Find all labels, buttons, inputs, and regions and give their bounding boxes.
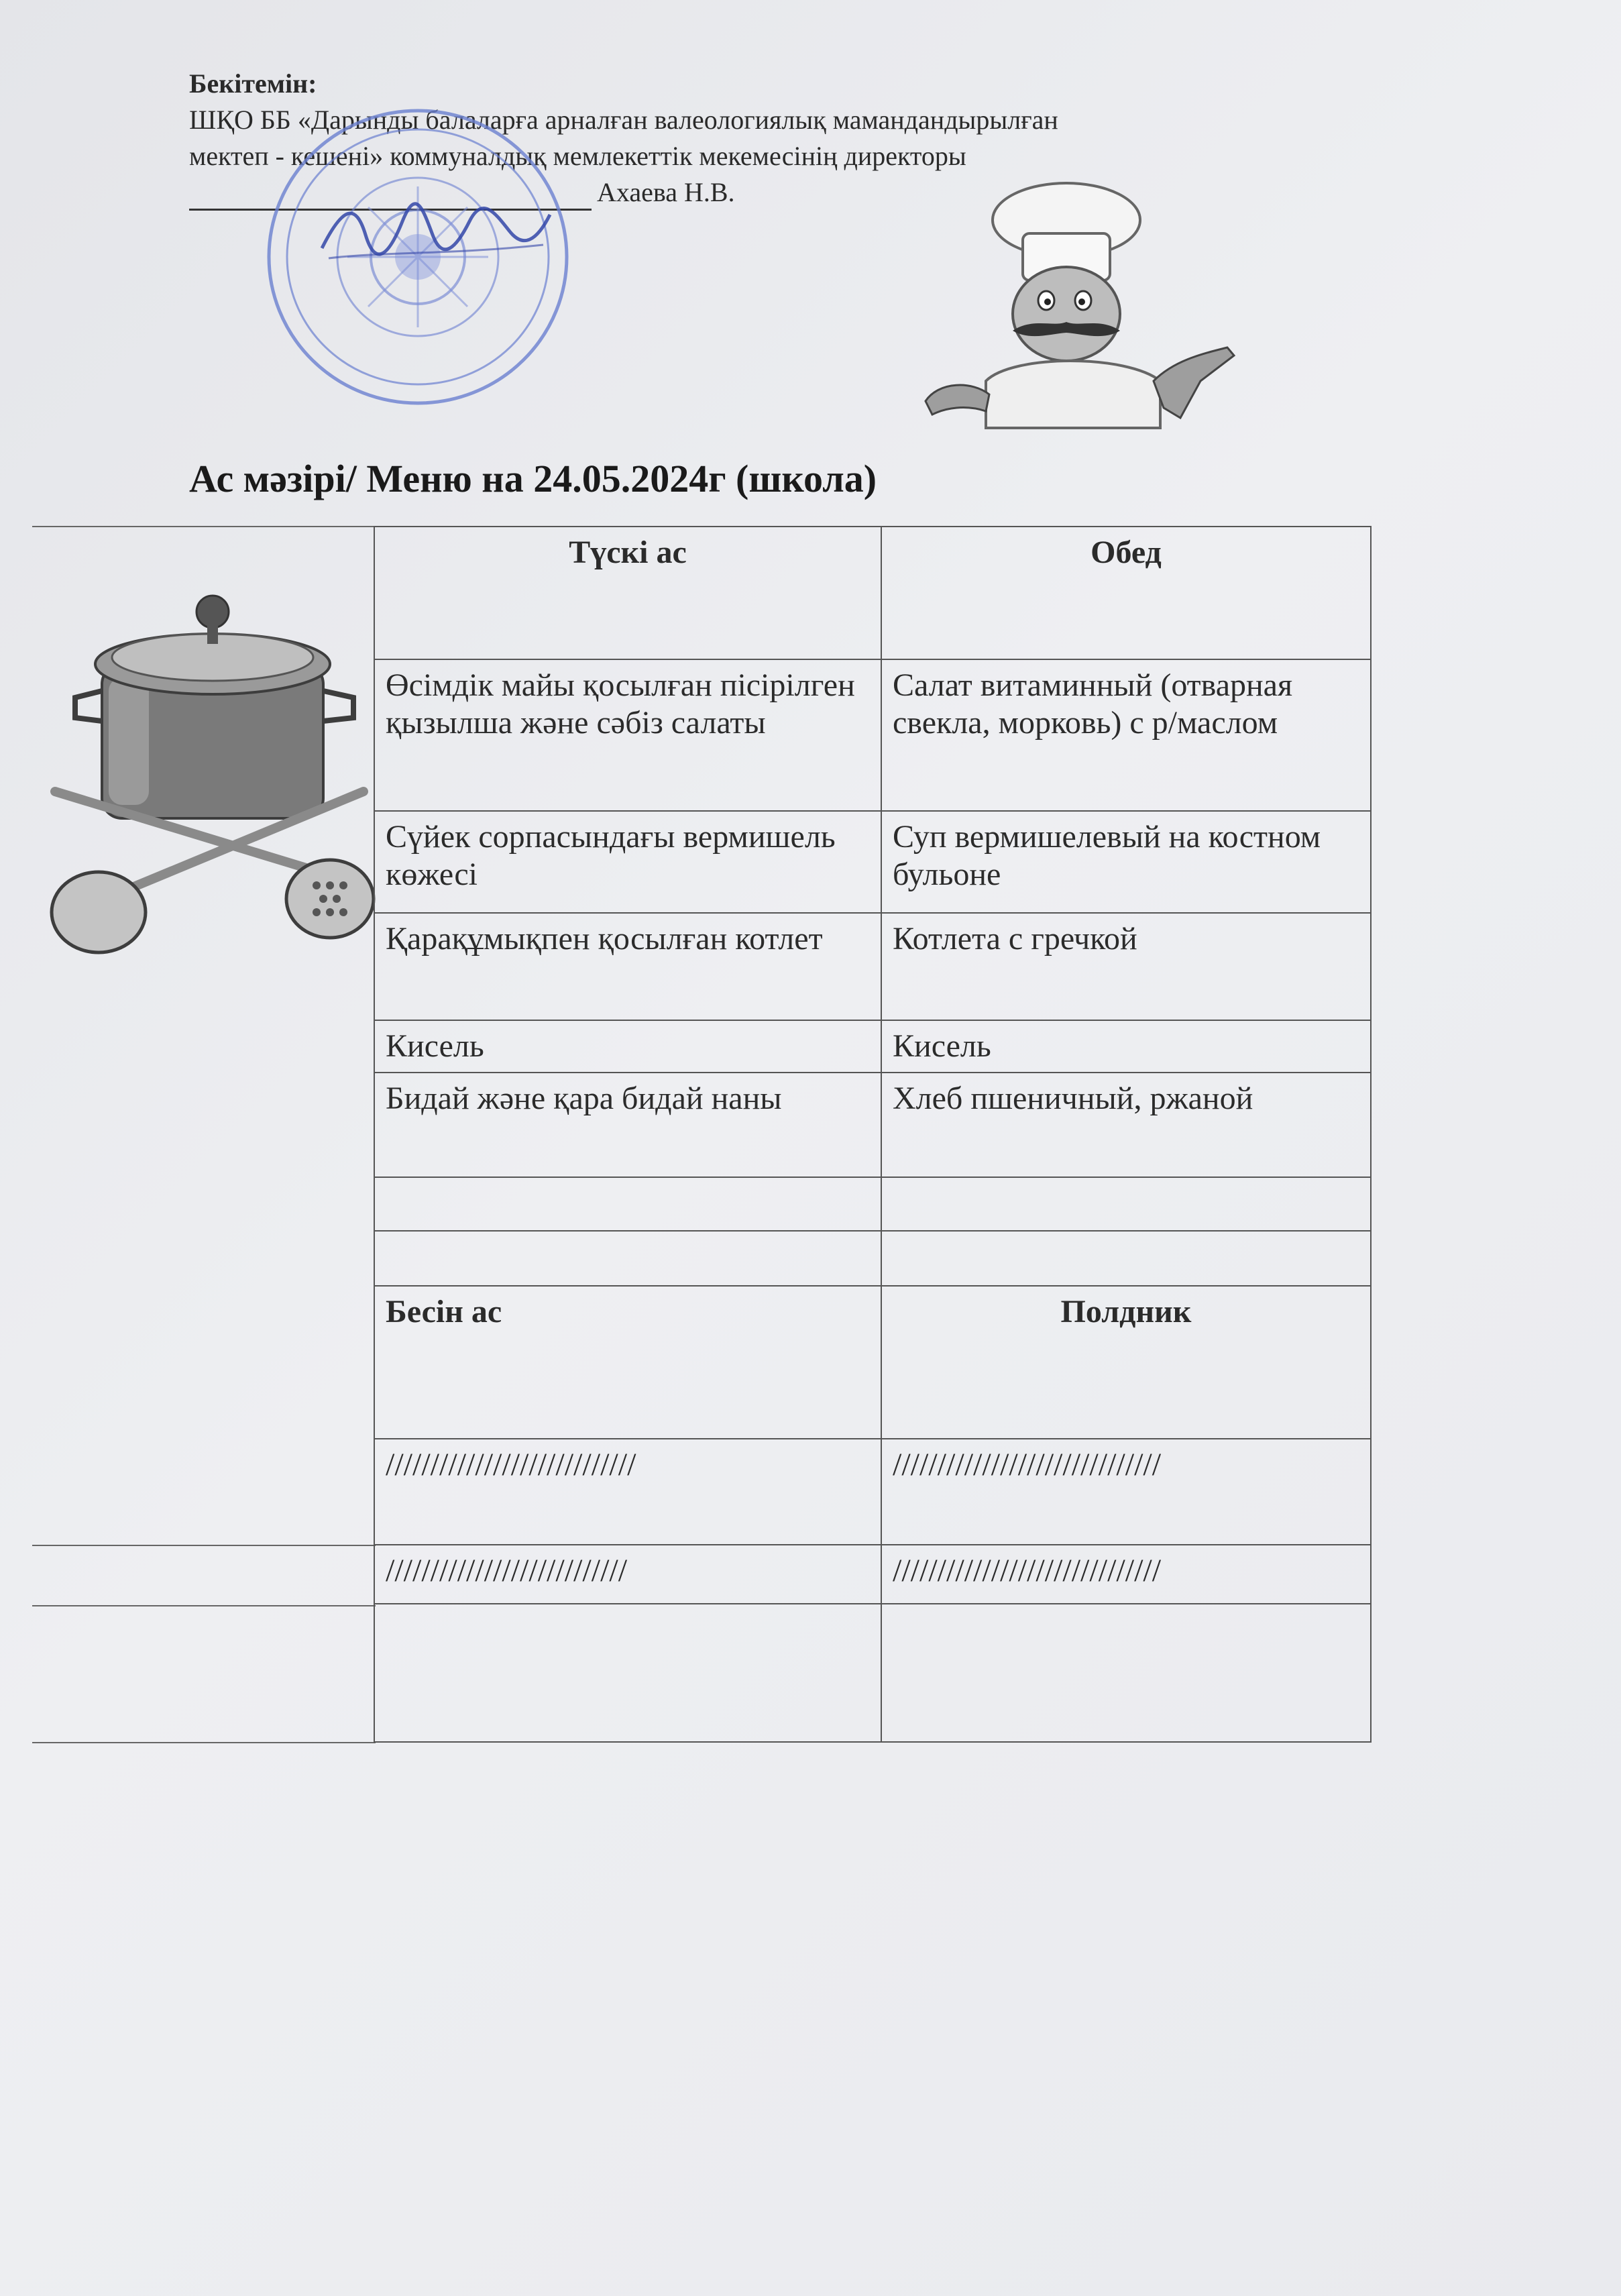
- approval-line-1: ШҚО ББ «Дарынды балаларға арналған валеологиялық мамандандырылған: [189, 105, 1058, 135]
- chef-cartoon-icon: [912, 180, 1261, 435]
- lunch-item-ru: Хлеб пшеничный, ржаной: [881, 1073, 1371, 1177]
- lunch-item-kz: Бидай және қара бидай наны: [374, 1073, 881, 1177]
- empty-row: [374, 1604, 1371, 1742]
- table-row: [374, 659, 1371, 811]
- snack-item-kz: ///////////////////////////: [374, 1545, 881, 1604]
- left-rule-bottom: [32, 1742, 376, 1743]
- lunch-header-ru: Обед: [881, 527, 1371, 659]
- signature-icon: [315, 195, 557, 268]
- page-title: Ас мәзірі/ Меню на 24.05.2024г (школа): [189, 457, 877, 500]
- lunch-header-row: [374, 527, 1371, 659]
- table-row: [374, 1020, 1371, 1073]
- table-row: [374, 1545, 1371, 1604]
- snack-item-ru: //////////////////////////////: [881, 1545, 1371, 1604]
- lunch-item-kz: Кисель: [374, 1020, 881, 1073]
- approval-line-2: мектеп - кешені» коммуналдық мемлекеттік мекемесінің директоры: [189, 141, 966, 171]
- snack-header-row: [374, 1286, 1371, 1439]
- cooking-pot-icon: [42, 590, 377, 966]
- snack-item-ru: //////////////////////////////: [881, 1439, 1371, 1545]
- empty-row: [374, 1231, 1371, 1286]
- empty-row: [374, 1177, 1371, 1231]
- director-name: Ахаева Н.В.: [597, 177, 735, 207]
- lunch-item-ru: Салат витаминный (отварная свекла, морковь) с р/маслом: [881, 659, 1371, 811]
- lunch-header-kz: Түскі ас: [374, 527, 881, 659]
- approval-label: Бекітемін:: [189, 68, 317, 99]
- snack-header-ru: Полдник: [881, 1286, 1371, 1439]
- left-rule-2: [32, 1605, 376, 1606]
- menu-table: [374, 526, 1372, 1743]
- lunch-item-ru: Суп вермишелевый на костном бульоне: [881, 811, 1371, 913]
- lunch-item-kz: Сүйек сорпасындағы вермишель көжесі: [374, 811, 881, 913]
- table-row: [374, 1073, 1371, 1177]
- table-row: [374, 811, 1371, 913]
- table-row: [374, 913, 1371, 1020]
- lunch-item-ru: Кисель: [881, 1020, 1371, 1073]
- lunch-item-kz: Қарақұмықпен қосылған котлет: [374, 913, 881, 1020]
- lunch-item-ru: Котлета с гречкой: [881, 913, 1371, 1020]
- lunch-item-kz: Өсімдік майы қосылған пісірілген қызылша және сәбіз салаты: [374, 659, 881, 811]
- left-rule-top: [32, 526, 376, 527]
- snack-item-kz: ////////////////////////////: [374, 1439, 881, 1545]
- snack-header-kz: Бесін ас: [374, 1286, 881, 1439]
- left-rule-1: [32, 1545, 376, 1546]
- table-row: [374, 1439, 1371, 1545]
